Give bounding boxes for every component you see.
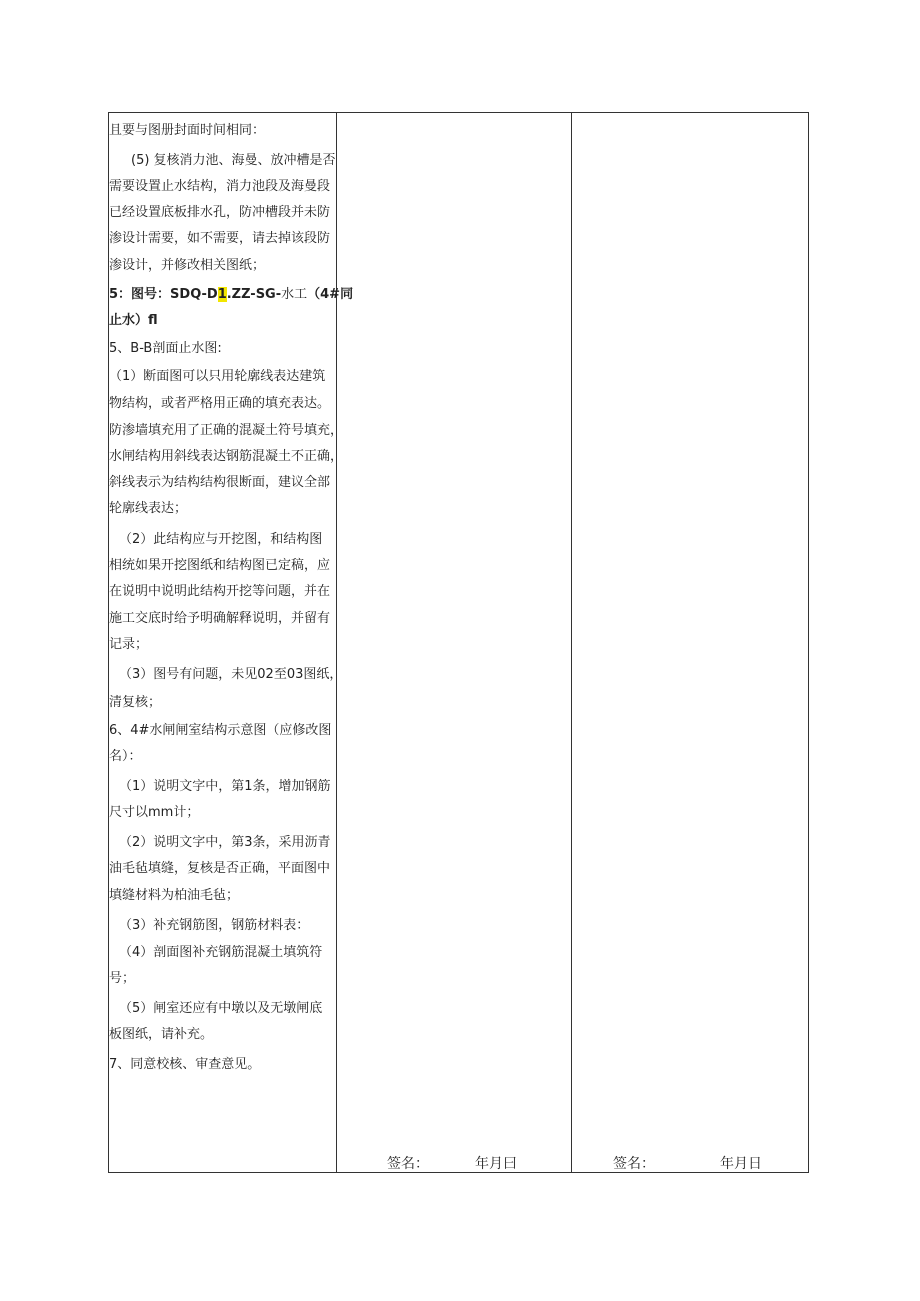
drawing-text: 水工 <box>281 287 308 302</box>
comment-line: 相统如果开挖图纸和结构图已定稿，应 <box>109 558 331 573</box>
drawing-suffix: （4#同 <box>307 287 354 302</box>
comment-line: （5）闸室还应有中墩以及无墩闸底 <box>119 1001 323 1016</box>
comment-line: 防渗墙填充用了正确的混凝土符号填充， <box>109 423 344 438</box>
comment-line: 水闸结构用斜线表达钢筋混凝土不正确， <box>109 449 344 464</box>
comment-line: 清复核； <box>109 695 162 710</box>
drawing-code-b: .ZZ-SG- <box>226 287 282 302</box>
comment-line: （3）补充钢筋图，钢筋材料表： <box>119 918 310 933</box>
comment-line: （1）断面图可以只用轮廓线表达建筑 <box>109 369 326 384</box>
comment-line: 号； <box>109 971 136 986</box>
comment-line: 7、同意校核、审查意见。 <box>109 1057 261 1072</box>
comment-line: （3）图号有问题，未见02至03图纸， <box>119 667 343 682</box>
comment-line: （1）说明文字中，第1条，增加钢筋 <box>119 779 331 794</box>
comment-line: 名）： <box>109 749 142 764</box>
drawing-number-line <box>109 287 354 303</box>
review-table <box>108 112 809 1173</box>
comment-line: 记录； <box>109 637 149 652</box>
column-divider-2 <box>571 113 572 1172</box>
comment-line: 尺寸以mm计； <box>109 805 200 820</box>
comment-line: (5) 复核消力池、海曼、放冲槽是否 <box>131 153 336 168</box>
comment-line: 轮廓线表达； <box>109 501 188 516</box>
date-label-middle: 年月曰 <box>475 1156 517 1172</box>
comment-line: 在说明中说明此结构开挖等问题，并在 <box>109 584 331 599</box>
comment-line: 填缝材料为柏油毛毡； <box>109 888 240 903</box>
drawing-code-a: SDQ-D <box>170 287 218 302</box>
drawing-code-highlight: 1 <box>217 287 227 302</box>
comment-line: 5、B-B剖面止水图: <box>109 341 222 356</box>
comment-line: 板图纸，请补充。 <box>109 1027 214 1042</box>
comment-line: （2）说明文字中，第3条，采用沥青 <box>119 835 331 850</box>
comment-line: 物结构，或者严格用正确的填充表达。 <box>109 396 331 411</box>
comment-line: 渗设计需要，如不需要，请去掉该段防 <box>109 231 331 246</box>
comment-line: 需要设置止水结构，消力池段及海曼段 <box>109 179 331 194</box>
comment-line: 油毛毡填缝，复核是否正确，平面图中 <box>109 861 331 876</box>
comment-line: 斜线表示为结构结构很断面，建议全部 <box>109 475 331 490</box>
comment-line: 渗设计，并修改相关图纸； <box>109 258 266 273</box>
comment-line: 已经设置底板排水孔，防冲槽段并未防 <box>109 205 331 220</box>
signature-label-middle: 签名： <box>387 1156 429 1172</box>
drawing-prefix: 5：图号： <box>109 287 171 302</box>
comment-line: 且要与图册封面时间相同： <box>109 123 266 138</box>
comment-line: 6、4#水闸闸室结构示意图（应修改图 <box>109 723 332 738</box>
comment-line: （2）此结构应与开挖图，和结构图 <box>119 532 323 547</box>
comment-line: 施工交底时给予明确解释说明，并留有 <box>109 611 331 626</box>
comment-line: 止水）fl <box>109 313 158 328</box>
comment-line: （4）剖面图补充钢筋混凝土填筑符 <box>119 945 323 960</box>
date-label-right: 年月日 <box>720 1156 762 1172</box>
signature-label-right: 签名： <box>613 1156 655 1172</box>
